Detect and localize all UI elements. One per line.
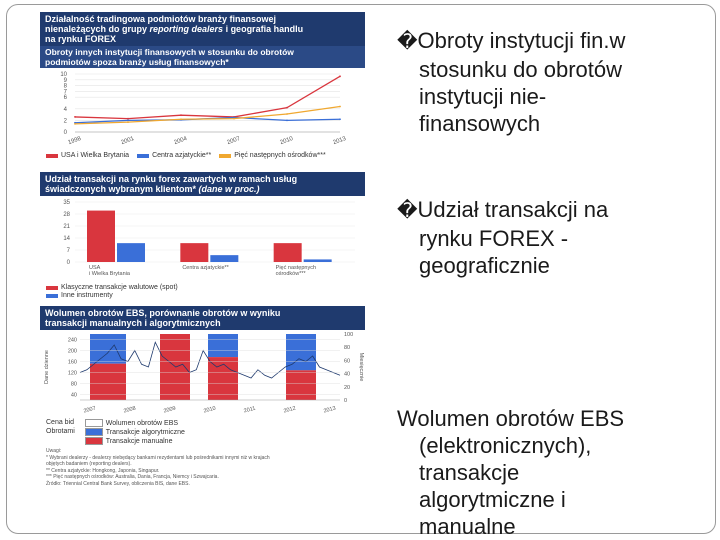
data-point: [74, 123, 76, 125]
y-left-tick-label: 160: [67, 359, 77, 366]
note-line: Źródło: Triennial Central Bank Survey, obliczenia BIS, dane EBS.: [46, 480, 190, 487]
y-left-tick-label: 40: [70, 392, 77, 399]
x-tick-label: 2013: [332, 135, 347, 147]
data-point: [339, 118, 341, 120]
data-point: [127, 120, 129, 122]
y-tick-label: 35: [63, 200, 70, 206]
y-tick-label: 0: [63, 130, 67, 136]
legend-item: [85, 428, 185, 436]
panel-forex-share: [40, 172, 365, 300]
panel3-notes: [40, 446, 365, 489]
y-tick-label: 2: [63, 118, 67, 125]
bar: [210, 255, 238, 262]
category-label: Centra azjatyckie**: [182, 265, 229, 271]
legend-swatch: [219, 154, 231, 158]
note-line: ** Centra azjatyckie: Hongkong, Japonia, Singapur.: [46, 467, 160, 474]
y-right-axis-label: Miesięcznie: [358, 352, 364, 382]
legend-label: Inne instrumenty: [61, 292, 113, 299]
y-tick-label: 9: [63, 77, 67, 84]
algorithmic-band: [208, 334, 238, 357]
line-chart-turnover: [40, 68, 365, 150]
bar: [180, 243, 208, 262]
y-tick-label: 21: [63, 224, 70, 230]
legend-label: Transakcje algorytmiczne: [105, 428, 185, 436]
panel1-title: [40, 12, 365, 46]
y-tick-label: 0: [66, 260, 70, 266]
x-tick-label: 2011: [243, 405, 257, 415]
data-point: [339, 75, 341, 77]
data-point: [286, 113, 288, 115]
y-tick-label: 4: [63, 106, 67, 113]
bar: [87, 211, 115, 262]
y-tick-label: 14: [63, 236, 70, 242]
panel2-title: Udział transakcji na rynku forex zawartych w ramach usług świadczonych wybranym klientom* (dane w proc.): [40, 172, 365, 196]
y-right-tick-label: 40: [344, 371, 351, 378]
legend-label: Obrotami: [46, 428, 75, 435]
panel1-subtitle: Obroty innych instytucji finansowych w stosunku do obrotów podmiotów spoza branży usług finansowych*: [40, 46, 365, 68]
panel1-title-line1: Działalność tradingowa podmiotów branży finansowej: [45, 14, 277, 24]
legend-label: USA i Wielka Brytania: [61, 152, 130, 159]
legend-label: Pięć następnych ośrodków***: [234, 152, 326, 159]
bar: [117, 243, 145, 262]
legend-item: [137, 152, 211, 159]
y-tick-label: 7: [63, 89, 67, 96]
y-right-tick-label: 0: [344, 398, 348, 404]
data-point: [339, 106, 341, 108]
bullet-3: Wolumen obrotów EBS (elektronicznych), transakcje algorytmiczne i manualne: [397, 406, 625, 539]
legend-item: [85, 437, 185, 445]
data-point: [180, 118, 182, 120]
y-left-tick-label: 240: [67, 337, 77, 344]
legend-item: [85, 419, 185, 427]
panel2-legend: [40, 282, 365, 301]
bar: [274, 243, 302, 262]
x-tick-label: 1998: [67, 135, 82, 147]
legend-swatch: [46, 294, 58, 298]
y-left-tick-label: 200: [67, 348, 77, 355]
panel-forex-turnover: [40, 12, 365, 172]
data-point: [74, 116, 76, 118]
x-tick-label: 2001: [120, 135, 135, 147]
data-point: [286, 120, 288, 122]
combo-chart-ebs: [40, 330, 365, 418]
x-tick-label: 2010: [279, 135, 294, 147]
category-label: USA: [89, 265, 101, 271]
x-tick-label: 2012: [283, 405, 297, 415]
panel1-title-line2: nienależących do grupy reporting dealers i geografia handlu: [45, 24, 304, 34]
category-label: Pięć następnych: [275, 265, 317, 271]
bullet-2: �Udział transakcji na rynku FOREX - geograficznie: [397, 197, 609, 278]
legend-swatch: [85, 437, 103, 445]
x-tick-label: 2009: [163, 405, 177, 415]
legend-swatch: [85, 419, 103, 427]
manual-band: [286, 370, 316, 400]
data-point: [286, 107, 288, 109]
bullet-marker-icon: �: [397, 31, 418, 53]
legend-swatch: [46, 286, 58, 290]
panel-ebs-volume: [40, 306, 365, 487]
algorithmic-band: [90, 334, 126, 364]
y-left-tick-label: 120: [67, 370, 77, 377]
bullet-1: �Obroty instytucji fin.w stosunku do obrotów instytucji nie- finansowych: [397, 28, 626, 136]
y-tick-label: 28: [63, 212, 70, 218]
panel3-title: Wolumen obrotów EBS, porównanie obrotów w wyniku transakcji manualnych i algorytmicznych: [40, 306, 365, 330]
legend-swatch: [46, 154, 58, 158]
x-tick-label: 2007: [83, 405, 97, 415]
legend-item: [46, 152, 129, 159]
note-line: * Wybrani dealerzy - dealerzy niebędący bankami rezydentami lub pośrednikami innymi niż w krajach: [46, 454, 270, 461]
bar: [304, 259, 332, 262]
x-tick-label: 2013: [323, 405, 337, 415]
y-tick-label: 10: [60, 72, 67, 78]
legend-label: Centra azjatyckie**: [152, 152, 212, 159]
legend-item: [46, 292, 359, 299]
legend-label: Klasyczne transakcje walutowe (spot): [61, 284, 178, 291]
y-right-tick-label: 60: [344, 358, 351, 365]
legend-label: Cena bid: [46, 419, 75, 426]
note-line: *** Pięć następnych ośrodków: Australia, Dania, Francja, Niemcy i Szwajcaria.: [46, 474, 219, 480]
x-tick-label: 2010: [203, 405, 217, 415]
y-left-tick-label: 80: [70, 381, 77, 388]
data-point: [233, 118, 235, 120]
y-left-axis-label: Dane dzienne: [44, 350, 50, 384]
bullet-marker-icon: �: [397, 200, 418, 222]
y-right-tick-label: 20: [344, 384, 351, 391]
x-tick-label: 2004: [173, 135, 188, 147]
manual-band: [160, 334, 190, 400]
note-line: Uwagi:: [46, 448, 62, 454]
legend-item: [46, 284, 359, 291]
y-tick-label: 6: [63, 95, 67, 102]
x-tick-label: 2007: [226, 135, 241, 147]
legend-label: Wolumen obrotów EBS: [105, 419, 179, 427]
category-label: i Wielka Brytania: [89, 271, 130, 277]
y-right-tick-label: 80: [344, 345, 351, 352]
panel1-title-line3: na rynku FOREX: [45, 34, 117, 44]
legend-swatch: [85, 428, 103, 436]
bar-chart-share: [40, 196, 365, 282]
data-point: [180, 114, 182, 116]
category-label: ośrodków***: [275, 271, 306, 277]
data-point: [127, 118, 129, 120]
legend-item: [219, 152, 325, 159]
note-line: objętych badaniem (reporting dealers).: [46, 461, 132, 467]
legend-label: Transakcje manualne: [105, 437, 173, 445]
y-tick-label: 7: [66, 248, 70, 254]
legend-swatch: [137, 154, 149, 158]
panel3-legend: [40, 418, 365, 446]
y-right-tick-label: 100: [344, 332, 354, 338]
x-tick-label: 2008: [123, 405, 137, 415]
data-point: [127, 121, 129, 123]
y-tick-label: 8: [63, 83, 67, 90]
panel1-legend: [40, 150, 365, 161]
